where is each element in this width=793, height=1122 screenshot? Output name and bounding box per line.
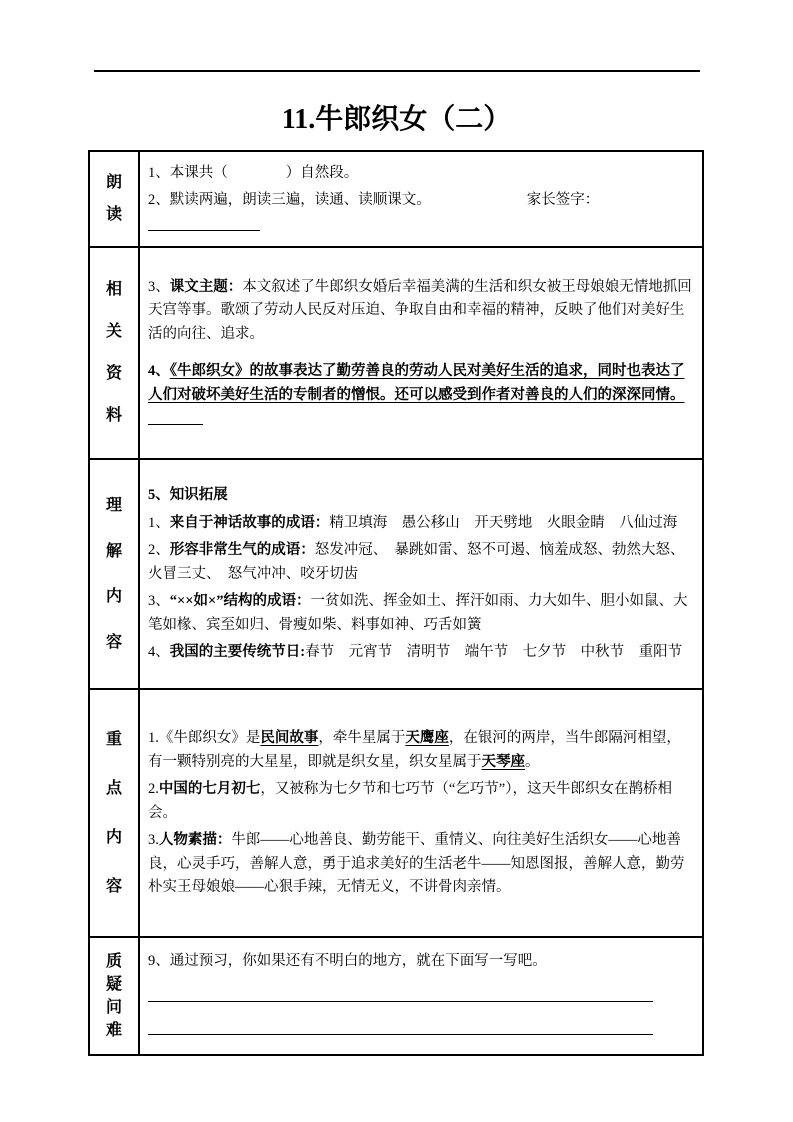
row-header-label xyxy=(90,698,138,928)
row-content-comprehension xyxy=(139,459,703,689)
text-segment: ，又被称为七夕节和七巧节（“乞巧节”），这天牛郎织女在鹊桥相会。 xyxy=(148,781,672,821)
header-char: 内 xyxy=(105,588,122,606)
row-header-label xyxy=(90,256,138,450)
header-char: 料 xyxy=(105,407,122,425)
blank-line xyxy=(148,216,260,231)
text-segment: 1.《牛郎织女》是 xyxy=(148,730,261,747)
paragraph xyxy=(148,484,692,507)
top-divider xyxy=(94,70,700,72)
text-segment: 来自于神话故事的成语： xyxy=(169,514,330,531)
worksheet-table xyxy=(88,150,704,1056)
text-segment: 人物素描： xyxy=(158,832,232,849)
header-char: 点 xyxy=(105,779,122,797)
table-row-comprehension xyxy=(89,459,703,689)
header-char: 资 xyxy=(105,365,122,383)
paragraph xyxy=(148,778,692,825)
header-char: 容 xyxy=(105,878,122,896)
paragraph xyxy=(148,276,692,346)
paragraph xyxy=(148,512,692,535)
row-header-label xyxy=(90,946,138,1046)
row-header-label xyxy=(90,468,138,680)
row-header-questions xyxy=(89,937,139,1055)
header-char: 重 xyxy=(105,730,122,748)
text-segment: 4、 xyxy=(148,644,170,661)
row-content-reading-aloud xyxy=(139,151,703,247)
paragraph xyxy=(148,1017,692,1040)
paragraph xyxy=(148,539,692,586)
text-segment: 4、 xyxy=(148,363,170,380)
text-segment: 形容非常生气的成语： xyxy=(169,542,315,559)
table-row-related-materials xyxy=(89,247,703,459)
table-row-key-points xyxy=(89,689,703,937)
text-segment: 9、通过预习，你如果还有不明白的地方，就在下面写一写吧。 xyxy=(148,953,547,970)
paragraph xyxy=(148,641,692,664)
blank-line xyxy=(148,987,653,1002)
text-segment: ，牵牛星属于 xyxy=(318,730,406,747)
text-segment: 家长签字： xyxy=(526,192,600,209)
text-segment: 本文叙述了牛郎织女婚后幸福美满的生活和织女被王母娘娘无情地抓回天宫等事。歌颂了劳动人民反对压迫、争取自由和幸福的精神，反映了他们对美好生活的向往、追求。 xyxy=(148,279,692,342)
row-content-questions xyxy=(139,937,703,1055)
text-segment: 2. xyxy=(148,781,159,798)
paragraph xyxy=(148,984,692,1007)
text-segment: 中国的七月初七 xyxy=(158,781,261,798)
header-char: 读 xyxy=(105,205,122,223)
text-segment: 5、知识拓展 xyxy=(148,487,228,504)
row-content-related-materials xyxy=(139,247,703,459)
paragraph xyxy=(148,360,692,430)
text-segment: 一贫如洗、挥金如土、挥汗如雨、力大如牛、胆小如鼠、大笔如椽、宾至如归、骨瘦如柴、料事如神、巧舌如簧 xyxy=(148,593,688,633)
text-segment: 3、 xyxy=(148,593,170,610)
header-char: 质 xyxy=(105,952,122,970)
row-content-key-points xyxy=(139,689,703,937)
header-char: 朗 xyxy=(105,174,122,192)
header-char: 相 xyxy=(105,281,122,299)
text-segment: 春节 元宵节 清明节 端午节 七夕节 中秋节 重阳节 xyxy=(305,644,683,661)
table-row-questions xyxy=(89,937,703,1055)
table-row-reading-aloud xyxy=(89,151,703,247)
paragraph xyxy=(148,590,692,637)
row-header-key-points xyxy=(89,689,139,937)
text-segment: 课文主题： xyxy=(169,279,243,295)
header-char: 难 xyxy=(105,1022,122,1040)
paragraph xyxy=(148,189,692,236)
paragraph xyxy=(148,162,692,185)
text-segment: ，在银河的两岸，当牛郎隔河相望，有一颗特别亮的大星星，即就是织女星，织女星属于 xyxy=(148,730,681,770)
text-segment: 2、默读两遍，朗读三遍，读通、读顺课文。 xyxy=(148,192,431,209)
text-segment: 3、 xyxy=(148,279,170,295)
header-char: 疑 xyxy=(105,975,122,993)
header-char: 解 xyxy=(105,542,122,560)
text-segment: “××如×”结构的成语： xyxy=(169,593,311,610)
text-segment: 我国的主要传统节日: xyxy=(169,644,306,661)
header-char: 理 xyxy=(105,497,122,515)
text-segment: 牛郎——心地善良、勤劳能干、重情义、向往美好生活织女——心地善良，心灵手巧，善解人意，勇于追求美好的生活老牛——知恩图报，善解人意，勤劳朴实王母娘娘——心狠手辣，无情无义，不讲骨肉亲情。 xyxy=(148,832,685,896)
row-header-related-materials xyxy=(89,247,139,459)
text-segment: 天琴座 xyxy=(481,753,525,770)
header-char: 问 xyxy=(105,999,122,1017)
header-char: 容 xyxy=(105,633,122,651)
text-segment: 2、 xyxy=(148,542,170,559)
text-segment: 《牛郎织女》的故事表达了勤劳善良的劳动人民对美好生活的追求，同时也表达了人们对破坏美好生活的专制者的憎恨。还可以感受到作者对善良的人们的深深同情。 xyxy=(148,363,685,403)
header-char: 关 xyxy=(105,323,122,341)
text-segment: 1、 xyxy=(148,514,170,531)
text-segment: 怒发冲冠、 暴跳如雷、怒不可遏、恼羞成怒、勃然大怒、 火冒三丈、 怒气冲冲、咬牙切齿 xyxy=(148,542,692,582)
blank-line xyxy=(148,411,203,426)
paragraph xyxy=(148,950,692,973)
blank-line xyxy=(148,1021,653,1036)
text-segment: 精卫填海 愚公移山 开天劈地 火眼金睛 八仙过海 xyxy=(329,514,678,531)
text-segment: 天鹰座 xyxy=(405,730,449,747)
text-segment: 1、本课共（ ）自然段。 xyxy=(148,165,359,181)
text-segment: 。 xyxy=(525,753,540,770)
paragraph xyxy=(148,727,692,774)
row-header-label xyxy=(90,160,138,238)
paragraph xyxy=(148,829,692,899)
text-segment: 民间故事 xyxy=(260,730,319,747)
row-header-reading-aloud xyxy=(89,151,139,247)
page-title: 11.牛郎织女（二） xyxy=(281,104,512,135)
row-header-comprehension xyxy=(89,459,139,689)
text-segment: 3. xyxy=(148,832,159,849)
header-char: 内 xyxy=(105,829,122,847)
